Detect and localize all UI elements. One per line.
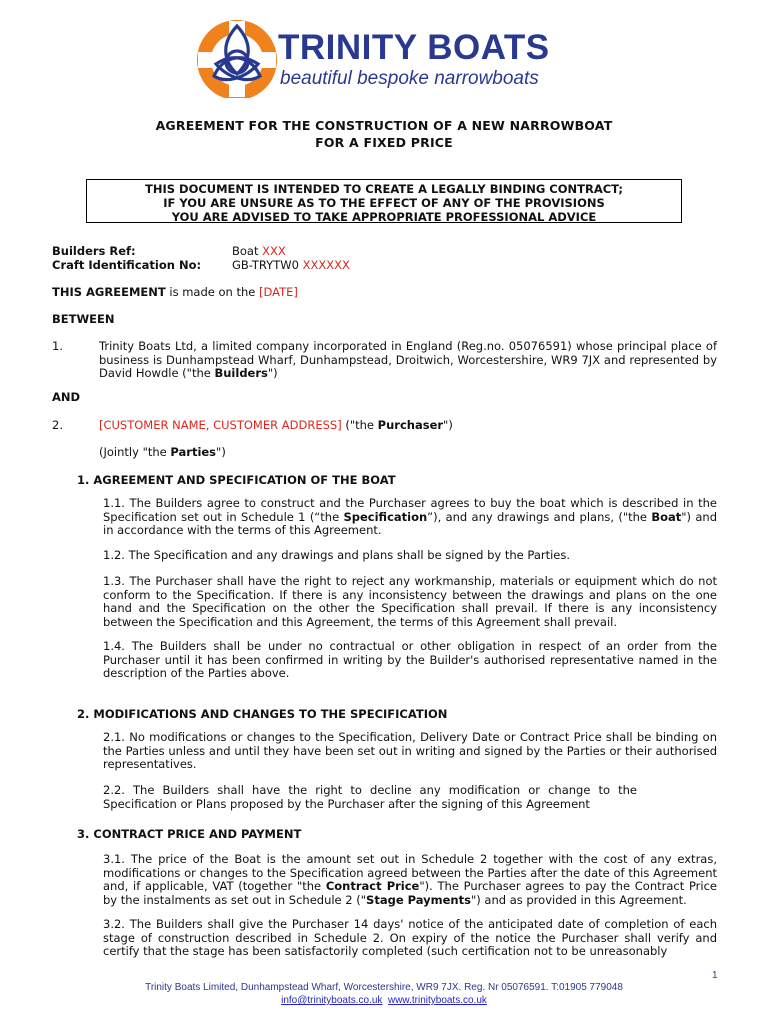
clause-1-1: 1.1. The Builders agree to construct and the Purchaser agrees to buy the boat which is described in the Specification set out in Schedule 1 (“the Specification”), and any drawings and plans, ("the Boat") and in accordance with the terms of this Agreement. bbox=[103, 496, 717, 538]
party-1-description: Trinity Boats Ltd, a limited company incorporated in England (Reg.no. 05076591) whose principal place of business is Dunhampstead Wharf, Dunhampstead, Droitwich, Worcestershire, WR9 7JX and represented by David Howdle ("the Builders") bbox=[99, 339, 717, 381]
party-1-number: 1. bbox=[52, 339, 63, 353]
footer-links bbox=[0, 995, 768, 1006]
craft-id-label: Craft Identification No: bbox=[52, 258, 202, 272]
notice-line-1: THIS DOCUMENT IS INTENDED TO CREATE A LEGALLY BINDING CONTRACT; bbox=[144, 182, 623, 196]
footer-website-link[interactable]: www.trinityboats.co.uk bbox=[387, 995, 487, 1006]
brand-name: TRINITY BOATS bbox=[278, 28, 550, 67]
notice-line-3: YOU ARE ADVISED TO TAKE APPROPRIATE PROFESSIONAL ADVICE bbox=[171, 210, 597, 224]
clause-1-2: 1.2. The Specification and any drawings and plans shall be signed by the Parties. bbox=[103, 548, 571, 562]
clause-2-2: 2.2. The Builders shall have the right to decline any modification or change to the Specification or Plans proposed by the Purchaser after the signing of this Agreement bbox=[103, 783, 637, 811]
builders-ref-placeholder: XXX bbox=[262, 244, 286, 258]
company-logo bbox=[196, 18, 576, 98]
footer-email-link[interactable]: info@trinityboats.co.uk bbox=[281, 995, 383, 1006]
party-2-description: [CUSTOMER NAME, CUSTOMER ADDRESS] ("the Purchaser") bbox=[99, 418, 453, 432]
between-heading: BETWEEN bbox=[52, 312, 115, 326]
section-3-heading: 3. CONTRACT PRICE AND PAYMENT bbox=[77, 827, 302, 841]
section-2-heading: 2. MODIFICATIONS AND CHANGES TO THE SPECIFICATION bbox=[77, 707, 448, 721]
craft-id-value: GB-TRYTW0 XXXXXX bbox=[232, 258, 350, 272]
craft-id-placeholder: XXXXXX bbox=[302, 258, 350, 272]
footer-address: Trinity Boats Limited, Dunhampstead Wharf, Worcestershire, WR9 7JX. Reg. Nr 05076591. T:01905 779048 bbox=[145, 982, 623, 993]
legal-notice-box bbox=[86, 179, 682, 223]
party-2-number: 2. bbox=[52, 418, 63, 432]
clause-1-3: 1.3. The Purchaser shall have the right to reject any workmanship, materials or equipment which do not conform to the Specification. If there is any inconsistency between the drawings and plans on the one hand and the Specification on the other the Specification shall prevail. If there is any inconsistency between the Specification and this Agreement, the terms of this Agreement shall prevail. bbox=[103, 574, 717, 629]
document-title-line-2: FOR A FIXED PRICE bbox=[315, 135, 453, 150]
agreement-date-line: THIS AGREEMENT is made on the [DATE] bbox=[52, 285, 298, 299]
and-heading: AND bbox=[52, 390, 81, 404]
clause-2-1: 2.1. No modifications or changes to the Specification, Delivery Date or Contract Price shall be binding on the Parties unless and until they have been set out in writing and signed by the Parties or their authorised representatives. bbox=[103, 730, 717, 772]
clause-3-1: 3.1. The price of the Boat is the amount set out in Schedule 2 together with the cost of any extras, modifications or changes to the Specification agreed between the Parties after the date of this Agreement and, if applicable, VAT (together "the Contract Price"). The Purchaser agrees to pay the Contract Price by the instalments as set out in Schedule 2 ("Stage Payments") and as provided in this Agreement. bbox=[103, 852, 718, 907]
document-title-line-1: AGREEMENT FOR THE CONSTRUCTION OF A NEW NARROWBOAT bbox=[155, 118, 613, 133]
trinity-knot-lifebuoy-icon bbox=[196, 18, 278, 98]
jointly-parties: (Jointly "the Parties") bbox=[99, 445, 226, 459]
section-1-heading: 1. AGREEMENT AND SPECIFICATION OF THE BOAT bbox=[77, 473, 396, 487]
customer-placeholder: [CUSTOMER NAME, CUSTOMER ADDRESS] bbox=[99, 418, 342, 432]
builders-ref-value: Boat XXX bbox=[232, 244, 286, 258]
date-placeholder: [DATE] bbox=[259, 285, 298, 299]
clause-3-2: 3.2. The Builders shall give the Purchaser 14 days' notice of the anticipated date of completion of each stage of construction described in Schedule 2. On expiry of the notice the Purchaser shall verify and certify that the stage has been satisfactorily completed (such certification not to be unreasonably bbox=[103, 917, 717, 959]
page-number: 1 bbox=[712, 970, 718, 981]
notice-line-2: IF YOU ARE UNSURE AS TO THE EFFECT OF ANY OF THE PROVISIONS bbox=[163, 196, 605, 210]
clause-1-4: 1.4. The Builders shall be under no contractual or other obligation in respect of an order from the Purchaser until it has been confirmed in writing by the Builder's authorised representative named in the description of the Parties above. bbox=[103, 639, 717, 681]
builders-ref-label: Builders Ref: bbox=[52, 244, 136, 258]
brand-tagline: beautiful bespoke narrowboats bbox=[280, 68, 539, 89]
